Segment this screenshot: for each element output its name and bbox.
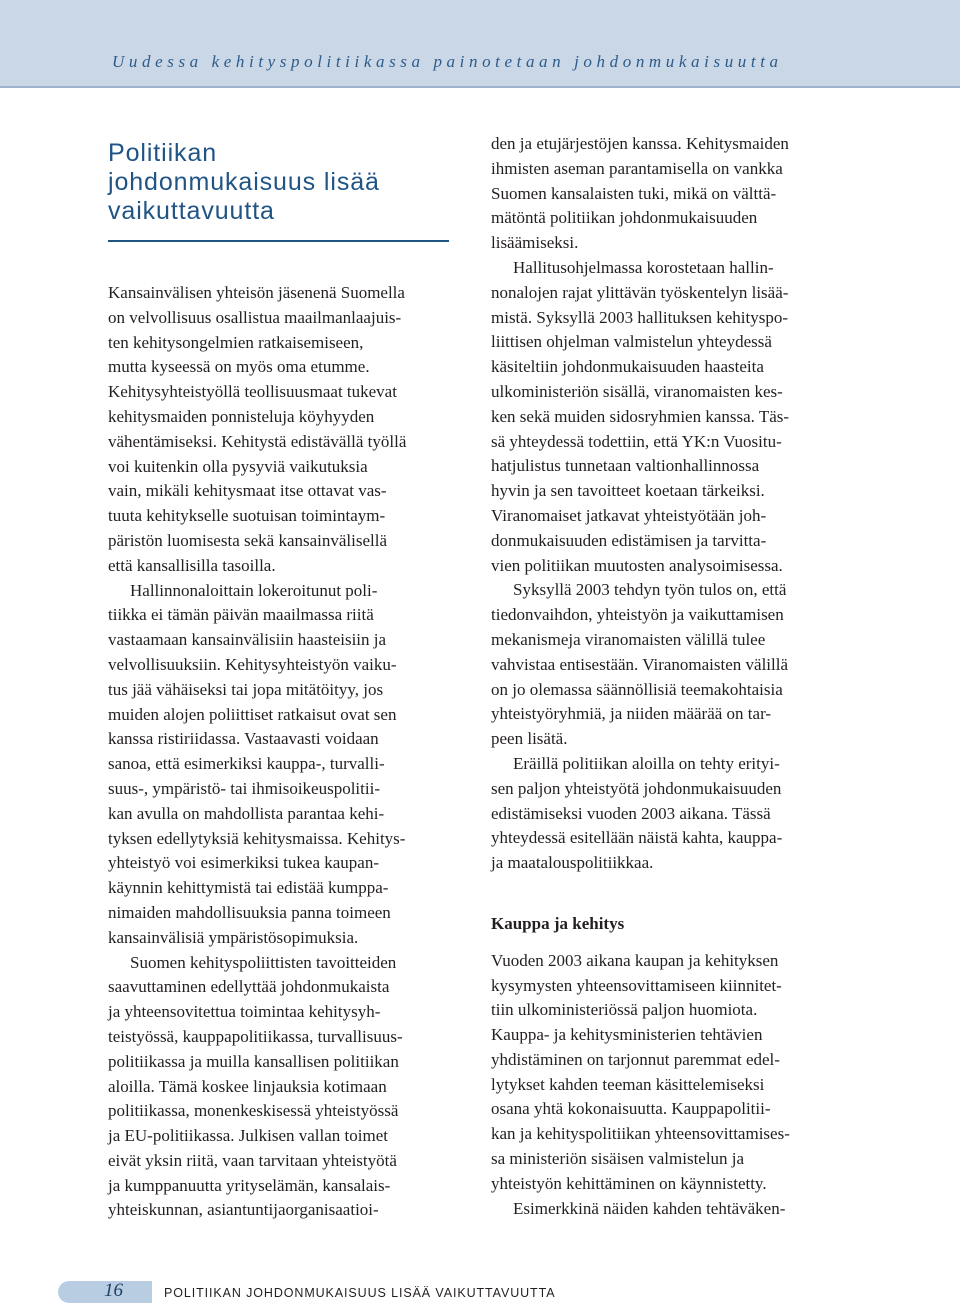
left-column [108, 281, 453, 1223]
paragraph [491, 132, 837, 256]
text-line: saavuttaminen edellyttää johdonmukaista [108, 977, 390, 997]
text-line: yhdistäminen on tarjonnut paremmat edel- [491, 1049, 780, 1069]
text-line: on jo olemassa säännöllisiä teemakohtaisia [491, 679, 783, 699]
header-band [0, 0, 960, 88]
text-line: käsiteltiin johdonmukaisuuden haasteita [491, 357, 764, 377]
text-line: Esimerkkinä näiden kahden tehtäväken- [513, 1198, 786, 1218]
text-line: kan ja kehityspolitiikan yhteensovittamises- [491, 1124, 790, 1144]
text-line: kansainvälisiä ympäristösopimuksia. [108, 927, 359, 947]
text-line: velvollisuuksiin. Kehitysyhteistyön vaiku- [108, 654, 397, 674]
text-line: peen lisätä. [491, 729, 568, 749]
text-line: tiedonvaihdon, yhteistyön ja vaikuttamisen [491, 605, 784, 625]
text-line: Kansainvälisen yhteisön jäsenenä Suomella [108, 283, 405, 302]
text-line: Hallitusohjelmassa korostetaan hallin- [513, 257, 774, 277]
text-line: ten kehitysongelmien ratkaisemiseen, [108, 332, 364, 352]
text-line: Vuoden 2003 aikana kaupan ja kehityksen [491, 950, 779, 970]
text-line: lytykset kahden teeman käsittelemiseksi [491, 1074, 765, 1094]
text-line: mekanismeja viranomaisten välillä tulee [491, 629, 766, 649]
text-line: osana yhtä kokonaisuutta. Kauppapolitii- [491, 1099, 771, 1119]
section-heading: Kauppa ja kehitys [491, 913, 625, 933]
text-line: vähentämiseksi. Kehitystä edistävällä työllä [108, 431, 407, 451]
text-line: eivät yksin riitä, vaan tarvitaan yhteistyötä [108, 1150, 397, 1170]
text-line: tyksen edellytyksiä kehitysmaissa. Kehitys- [108, 828, 406, 848]
text-line: kan avulla on mahdollista parantaa kehi- [108, 803, 385, 823]
text-line: sen paljon yhteistyötä johdonmukaisuuden [491, 778, 782, 798]
text-line: Eräillä politiikan aloilla on tehty erityi- [513, 753, 780, 773]
text-line: Hallinnonaloittain lokeroitunut poli- [130, 580, 378, 600]
text-line: Kehitysyhteistyöllä teollisuusmaat tukevat [108, 382, 397, 402]
text-line: käynnin kehittymistä tai edistää kumppa- [108, 878, 389, 898]
paragraph [491, 578, 837, 752]
text-line: ja maatalouspolitiikkaa. [491, 853, 654, 873]
text-line: teistyössä, kauppapolitiikassa, turvallisuus- [108, 1026, 403, 1046]
text-line: Suomen kansalaisten tuki, mikä on välttä- [491, 183, 777, 203]
text-line: tuuta kehitykselle suotuisan toimintaym- [108, 506, 386, 526]
paragraph [491, 1197, 837, 1222]
paragraph [108, 579, 453, 951]
text-line: muiden alojen poliittiset ratkaisut ovat sen [108, 704, 397, 724]
text-line: mätöntä politiikan johdonmukaisuuden [491, 208, 758, 228]
right-column-intro [491, 132, 837, 876]
text-line: Suomen kehityspoliittisten tavoitteiden [130, 952, 397, 972]
text-line: sanoa, että esimerkiksi kauppa-, turvalli- [108, 754, 385, 774]
text-line: mutta kyseessä on myös oma etumme. [108, 357, 370, 377]
text-line: kysymysten yhteensovittamiseen kiinnitet- [491, 975, 782, 995]
text-line: hatjulistus tunnetaan valtionhallinnossa [491, 456, 760, 476]
page-number: 16 [104, 1280, 123, 1301]
text-line: ihmisten aseman parantamisella on vankka [491, 158, 783, 178]
article-title [108, 139, 453, 226]
text-line: lisäämiseksi. [491, 233, 579, 253]
article-title-line: Politiikan [108, 139, 218, 167]
text-line: suus-, ympäristö- tai ihmisoikeuspolitii- [108, 778, 380, 798]
text-line: päristön luomisesta sekä kansainvälisellä [108, 530, 388, 550]
text-line: nonalojen rajat ylittävän työskentelyn lisää- [491, 282, 789, 302]
right-column [491, 132, 837, 1221]
paragraph [491, 752, 837, 876]
text-line: politiikassa ja muilla kansallisen politiikan [108, 1051, 399, 1071]
text-line: Kauppa- ja kehitysministerien tehtävien [491, 1025, 763, 1045]
text-line: vahvistaa entisestään. Viranomaisten välillä [491, 654, 789, 674]
paragraph [491, 949, 837, 1197]
text-line: kehitysmaiden ponnisteluja köyhyyden [108, 406, 375, 426]
text-line: yhteiskunnan, asiantuntijaorganisaatioi- [108, 1200, 379, 1220]
text-line: mistä. Syksyllä 2003 hallituksen kehityspo- [491, 307, 789, 327]
text-line: ja kumppanuutta yrityselämän, kansalais- [108, 1175, 391, 1195]
text-line: vastaamaan kansainvälisiin haasteisiin ja [108, 630, 387, 650]
article-title-line: johdonmukaisuus lisää [108, 168, 380, 196]
paragraph [108, 281, 453, 579]
section-spacer [491, 876, 837, 912]
text-line: sä yhteydessä todettiin, että YK:n Vuositu- [491, 431, 782, 451]
text-line: voi kuitenkin olla pysyviä vaikutuksia [108, 456, 368, 476]
section-body [491, 949, 837, 1222]
text-line: kanssa ristiriidassa. Vastaavasti voidaan [108, 729, 379, 749]
text-line: yhteistyöryhmiä, ja niiden määrää on tar- [491, 704, 772, 724]
text-line: nimaiden mahdollisuuksia panna toimeen [108, 902, 391, 922]
text-line: ja yhteensovitettua toimintaa kehitysyh- [108, 1002, 381, 1022]
text-line: politiikassa, monenkeskisessä yhteistyössä [108, 1101, 399, 1121]
text-line: vien politiikan muutosten analysoimisessa. [491, 555, 783, 575]
text-line: tiin ulkoministeriössä paljon huomiota. [491, 1000, 758, 1020]
text-line: ulkoministeriön sisällä, viranomaisten kes- [491, 381, 783, 401]
text-line: aloilla. Tämä koskee linjauksia kotimaan [108, 1076, 387, 1096]
text-line: sa ministeriön sisäisen valmistelun ja [491, 1149, 745, 1169]
running-header: Uudessa kehityspolitiikassa painotetaan johdonmukaisuutta [112, 52, 783, 71]
text-line: tiikka ei tämän päivän maailmassa riitä [108, 605, 374, 625]
paragraph [108, 951, 453, 1224]
text-line: että kansallisilla tasoilla. [108, 555, 276, 575]
text-line: liittisen ohjelman valmistelun yhteydessä [491, 332, 772, 352]
paragraph [491, 256, 837, 578]
text-line: ken sekä muiden sidosryhmien kanssa. Täs- [491, 406, 790, 426]
text-line: yhteistyön kehittäminen on käynnistetty. [491, 1173, 767, 1193]
text-line: donmukaisuuden edistämisen ja tarvitta- [491, 530, 767, 550]
text-line: Syksyllä 2003 tehdyn työn tulos on, että [513, 580, 787, 600]
text-line: yhteydessä esitellään näistä kahta, kauppa- [491, 828, 783, 848]
text-line: Viranomaiset jatkavat yhteistyötään joh- [491, 505, 767, 525]
running-footer: POLITIIKAN JOHDONMUKAISUUS LISÄÄ VAIKUTTAVUUTTA [164, 1286, 556, 1300]
text-line: vain, mikäli kehitysmaat itse ottavat vas- [108, 481, 387, 501]
section-spacer [491, 937, 837, 949]
article-title-line: vaikuttavuutta [108, 197, 275, 225]
text-line: den ja etujärjestöjen kanssa. Kehitysmaiden [491, 134, 789, 153]
text-line: hyvin ja sen tavoitteet koetaan tärkeiksi. [491, 481, 765, 501]
text-line: edistämiseksi vuoden 2003 aikana. Tässä [491, 803, 771, 823]
text-line: tus jää vähäiseksi tai jopa mitätöityy, jos [108, 679, 384, 699]
title-divider [108, 240, 449, 242]
text-line: yhteistyö voi esimerkiksi tukea kaupan- [108, 853, 379, 873]
text-line: ja EU-politiikassa. Julkisen vallan toimet [108, 1126, 388, 1146]
text-line: on velvollisuus osallistua maailmanlaajuis- [108, 307, 402, 327]
